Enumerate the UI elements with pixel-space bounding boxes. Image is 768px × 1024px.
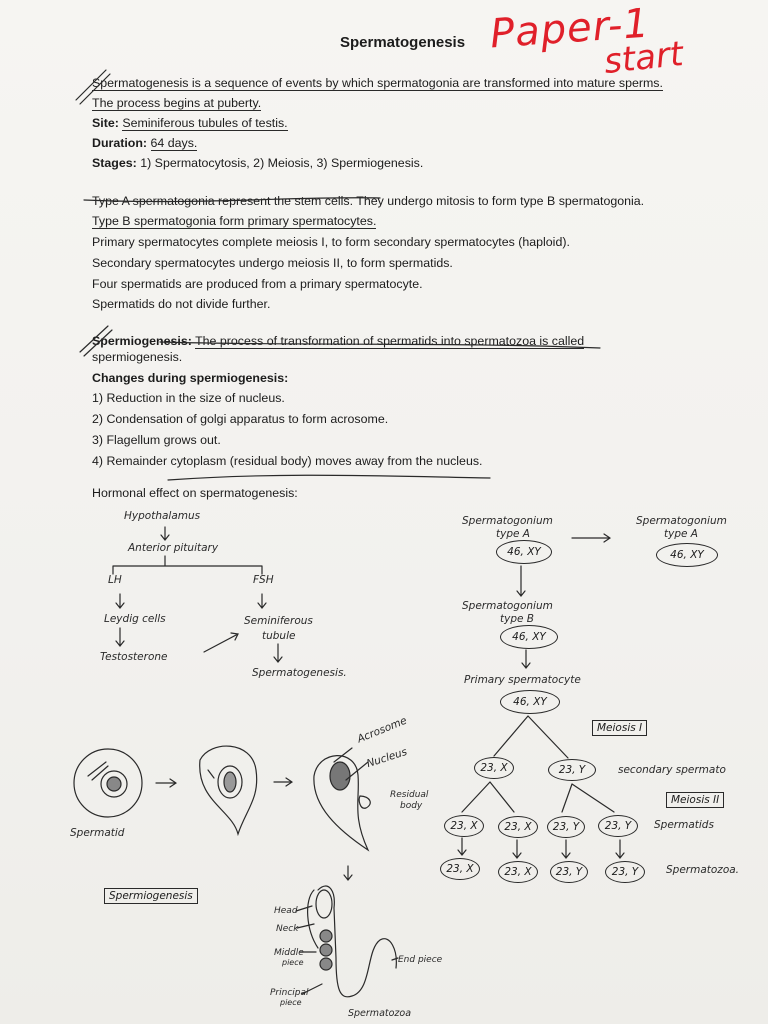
spermiogenesis-box: Spermiogenesis: [104, 888, 198, 904]
secondary-label: secondary spermato: [618, 764, 726, 776]
definition-line: Spermatogenesis is a sequence of events by which spermatogonia are transformed into mature sperms.: [92, 76, 663, 90]
meiosis-1-box: Meiosis I: [592, 720, 647, 736]
spermatogenesis-label: Spermatogenesis.: [252, 667, 347, 679]
spermiogenesis-line-2: spermiogenesis.: [92, 350, 183, 364]
step-line: Primary spermatocytes complete meiosis I, to form secondary spermatocytes (haploid).: [92, 235, 570, 249]
duration-line: Duration: 64 days.: [92, 136, 198, 150]
change-item: 4) Remainder cytoplasm (residual body) moves away from the nucleus.: [92, 454, 483, 468]
residual-label: Residual: [390, 790, 429, 800]
step-line: Type B spermatogonia form primary spermatocytes.: [92, 214, 377, 228]
spermatozoa-oval: 23, X: [498, 861, 538, 883]
spermatid-label: Spermatid: [70, 827, 125, 839]
site-line: Site: Seminiferous tubules of testis.: [92, 116, 288, 130]
body-label: body: [400, 801, 423, 811]
spermatozoa-oval: 23, X: [440, 858, 480, 880]
seminiferous-label: Seminiferous: [244, 615, 313, 627]
sec-oval: 23, Y: [548, 759, 596, 781]
sg-a-type: type A: [496, 528, 530, 540]
meiosis-2-box: Meiosis II: [666, 792, 724, 808]
step-line: Secondary spermatocytes undergo meiosis II, to form spermatids.: [92, 256, 453, 270]
change-item: 3) Flagellum grows out.: [92, 433, 221, 447]
step-line: Type A spermatogonia represent the stem cells. They undergo mitosis to form type B spermatogonia.: [92, 194, 645, 208]
nucleus-label: Nucleus: [365, 745, 409, 771]
sg-a-oval: 46, XY: [496, 540, 552, 564]
spermatid-oval: 23, X: [498, 816, 538, 838]
spermatozoa-label: Spermatozoa: [348, 1008, 412, 1019]
hypothalamus-label: Hypothalamus: [124, 510, 201, 522]
fsh-label: FSH: [253, 574, 274, 586]
hormonal-heading: Hormonal effect on spermatogenesis:: [92, 486, 298, 500]
spermatozoa-oval: 23, Y: [550, 861, 588, 883]
stages-line: Stages: 1) Spermatocytosis, 2) Meiosis, 3) Spermiogenesis.: [92, 156, 424, 170]
primary-oval: 46, XY: [500, 690, 560, 714]
sg-b-type: type B: [500, 613, 534, 625]
leydig-label: Leydig cells: [104, 613, 166, 625]
step-line: Four spermatids are produced from a primary spermatocyte.: [92, 277, 423, 291]
spermatozoa-row-label: Spermatozoa.: [666, 864, 740, 876]
sg-a-label: Spermatogonium: [462, 515, 553, 527]
testosterone-label: Testosterone: [100, 651, 168, 663]
middle-label: Middle: [274, 948, 304, 958]
spermatid-oval: 23, X: [444, 815, 484, 837]
principal-piece-label: piece: [280, 998, 302, 1007]
change-item: 2) Condensation of golgi apparatus to form acrosome.: [92, 412, 389, 426]
spermatozoa-oval: 23, Y: [605, 861, 645, 883]
page-title: Spermatogenesis: [340, 34, 466, 51]
changes-heading: Changes during spermiogenesis:: [92, 371, 289, 385]
sg-a2-type: type A: [664, 528, 698, 540]
sg-b-label: Spermatogonium: [462, 600, 553, 612]
head-label: Head: [274, 906, 298, 916]
spermatids-label: Spermatids: [654, 819, 714, 831]
end-piece-label: End piece: [398, 955, 443, 965]
principal-label: Principal: [270, 988, 309, 998]
sg-a2-label: Spermatogonium: [636, 515, 727, 527]
spermatid-oval: 23, Y: [547, 816, 585, 838]
lh-label: LH: [108, 574, 122, 586]
handwritten-annotation-paper: Paper-1: [488, 0, 652, 58]
begins-line: The process begins at puberty.: [92, 96, 262, 110]
spermatid-oval: 23, Y: [598, 815, 638, 837]
tubule-label: tubule: [262, 630, 296, 642]
sec-oval: 23, X: [474, 757, 514, 779]
change-item: 1) Reduction in the size of nucleus.: [92, 391, 285, 405]
primary-label: Primary spermatocyte: [464, 674, 581, 686]
step-line: Spermatids do not divide further.: [92, 297, 271, 311]
sg-b-oval: 46, XY: [500, 625, 558, 649]
handwritten-annotation-start: start: [602, 33, 686, 83]
anterior-pituitary-label: Anterior pituitary: [128, 542, 219, 554]
acrosome-label: Acrosome: [355, 714, 409, 746]
spermiogenesis-line: Spermiogenesis: The process of transformation of spermatids into spermatozoa is called: [92, 334, 585, 348]
sg-a2-oval: 46, XY: [656, 543, 718, 567]
piece-label: piece: [282, 958, 304, 967]
neck-label: Neck: [276, 924, 299, 934]
